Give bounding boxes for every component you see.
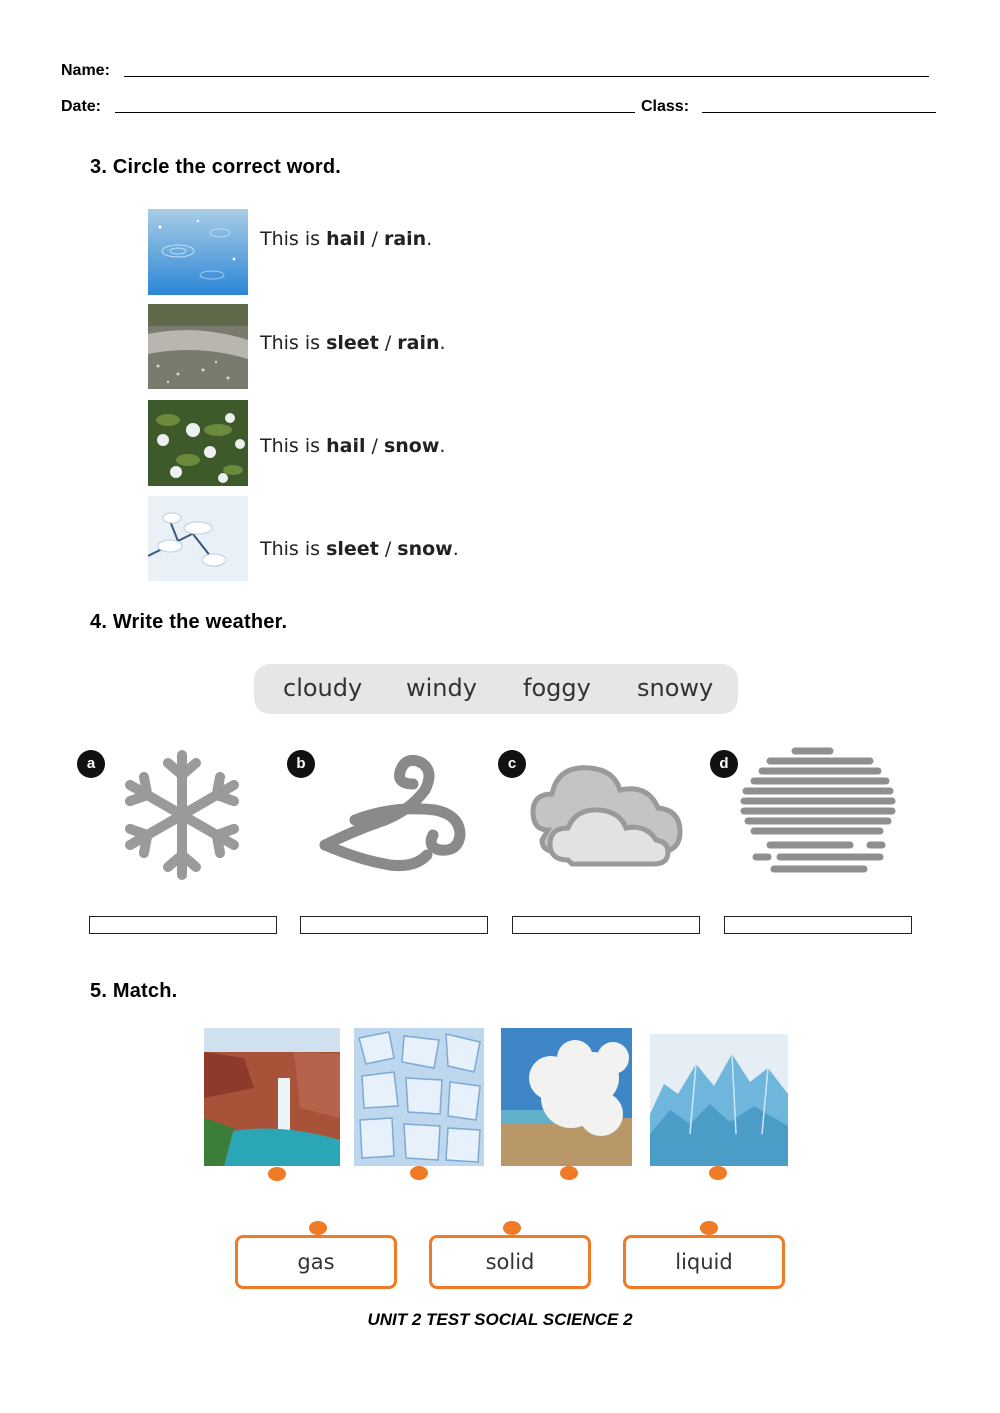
sentence-2: This is sleet / rain. [260, 332, 446, 354]
date-label: Date: [61, 98, 102, 115]
option-snow[interactable]: snow [397, 538, 453, 560]
name-label: Name: [61, 62, 110, 79]
label-c: c [498, 750, 526, 778]
match-dot[interactable] [700, 1221, 718, 1235]
match-dot[interactable] [268, 1167, 286, 1181]
word-bank-item: snowy [637, 674, 714, 702]
label-a: a [77, 750, 105, 778]
cloud-icon [528, 760, 688, 875]
option-sleet[interactable]: sleet [326, 538, 379, 560]
option-rain[interactable]: rain [383, 228, 427, 250]
footer-title: UNIT 2 TEST SOCIAL SCIENCE 2 [367, 1310, 633, 1329]
waterfall-photo [204, 1028, 340, 1166]
sleet-path-photo [148, 304, 248, 389]
match-dot[interactable] [503, 1221, 521, 1235]
question-5-title: 5. Match. [90, 980, 178, 1002]
hail-on-leaves-photo [148, 400, 248, 486]
wind-icon [315, 750, 475, 890]
option-sleet[interactable]: sleet [326, 332, 379, 354]
label-d: d [710, 750, 738, 778]
fog-icon [740, 745, 900, 890]
match-dot[interactable] [410, 1166, 428, 1180]
match-dot[interactable] [709, 1166, 727, 1180]
steam-geyser-photo [501, 1028, 632, 1166]
match-box-solid[interactable]: solid [429, 1235, 591, 1289]
match-box-liquid[interactable]: liquid [623, 1235, 785, 1289]
option-hail[interactable]: hail [326, 435, 366, 457]
snowflake-icon [112, 745, 252, 890]
match-dot[interactable] [309, 1221, 327, 1235]
answer-box-a[interactable] [89, 916, 277, 934]
match-box-gas[interactable]: gas [235, 1235, 397, 1289]
sentence-4: This is sleet / snow. [260, 538, 459, 560]
name-field[interactable] [124, 64, 929, 77]
answer-box-c[interactable] [512, 916, 700, 934]
snowy-branch-photo [148, 496, 248, 581]
option-snow[interactable]: snow [383, 435, 440, 457]
word-bank-item: foggy [523, 674, 591, 702]
label-b: b [287, 750, 315, 778]
class-label: Class: [641, 98, 690, 115]
sentence-3: This is hail / snow. [260, 435, 446, 457]
option-hail[interactable]: hail [326, 228, 366, 250]
match-dot[interactable] [560, 1166, 578, 1180]
word-bank-item: cloudy [283, 674, 363, 702]
date-field[interactable] [115, 100, 635, 113]
word-bank-item: windy [406, 674, 477, 702]
answer-box-b[interactable] [300, 916, 488, 934]
sentence-1: This is hail / rain. [260, 228, 433, 250]
answer-box-d[interactable] [724, 916, 912, 934]
question-4-title: 4. Write the weather. [90, 611, 288, 633]
class-field[interactable] [702, 100, 936, 113]
rain-drops-photo [148, 209, 248, 295]
option-rain[interactable]: rain [397, 332, 440, 354]
glacier-photo [650, 1034, 788, 1166]
question-3-title: 3. Circle the correct word. [90, 156, 342, 178]
word-bank [254, 664, 738, 714]
ice-cubes-photo [354, 1028, 484, 1166]
